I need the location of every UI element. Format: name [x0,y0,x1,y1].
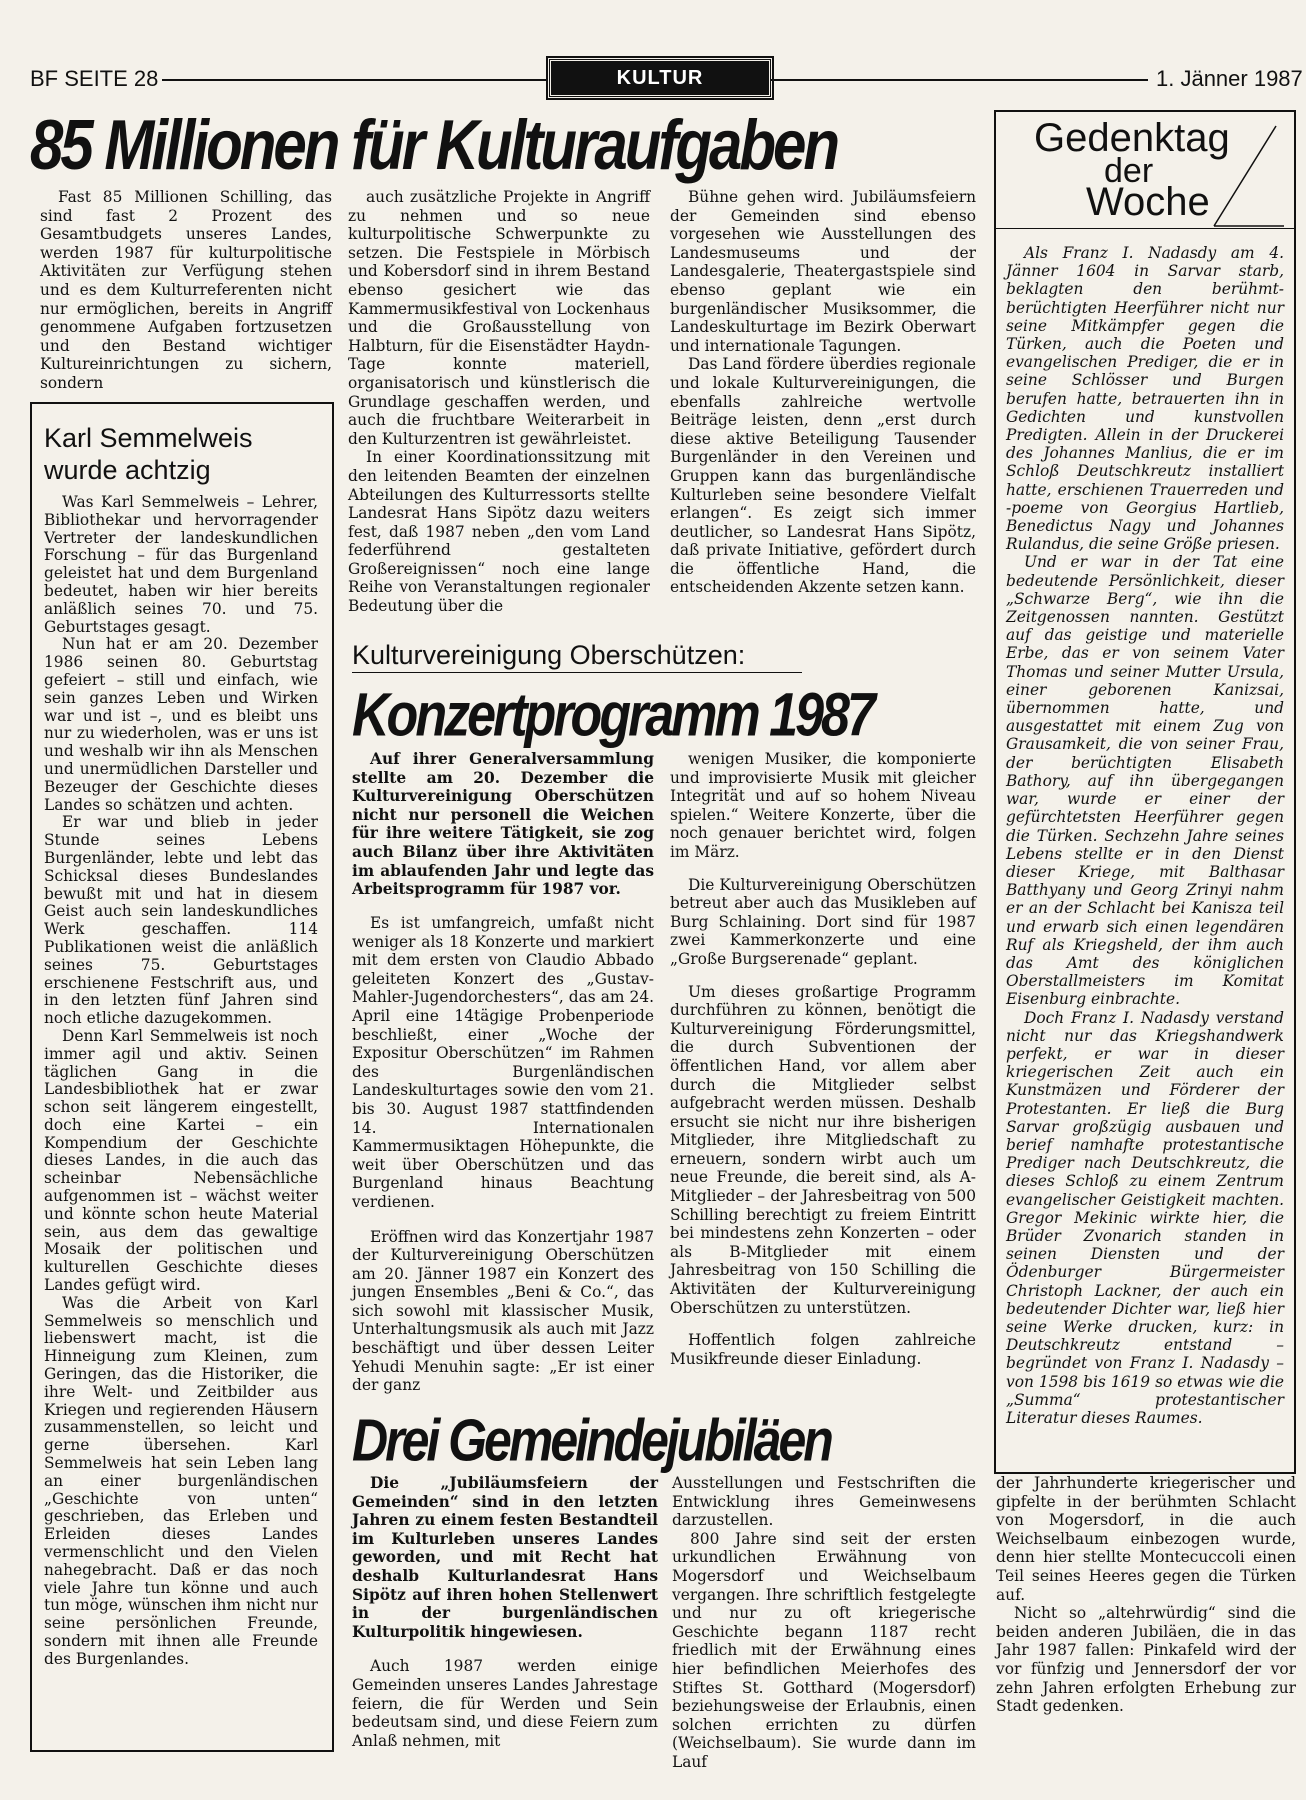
header-rule-right [770,79,1148,81]
konzert-lead: Auf ihrer Generalversammlung stellte am 20. Dezember die Kulturvereinigung Oberschützen nicht nur personell die Weichen für ihre weitere Tätigkeit, sie zog auch Bilanz über ihre Aktivitäten im ablaufenden Jahr und legte das Arbeitsprogramm für 1987 vor. [352,750,654,899]
paragraph: Ausstellungen und Festschriften die Entwicklung ihres Gemeinwesens darzustellen. [672,1474,976,1530]
paragraph: Nicht so „altehrwürdig“ sind die beiden anderen Jubiläen, die in das Jahr 1987 fallen: Pinkafeld wird der vor fünfzig und Jennersdorf der vor zehn Jahren erfolgten Erhebung zur Stadt gedenken. [996,1604,1296,1716]
paragraph: Bühne gehen wird. Jubiläumsfeiern der Gemeinden sind ebenso vorgesehen wie Ausstellungen des Landesmuseums und der Landesgalerie, Theatergastspiele sind ebenso geplant wie ein burgenländischer Musiksommer, die Landeskulturtage im Bezirk Oberwart und internationale Tagungen. [670,188,976,355]
semmelweis-title-line2: wurde achtzig [44,455,211,485]
konzert-kicker: Kulturvereinigung Oberschützen: [352,640,746,670]
paragraph: Und er war in der Tat eine bedeutende Persönlichkeit, dieser „Schwarze Berg“, wie ihn die Zeitgenossen nannten. Gestützt auf das geistige und materielle Erbe, das er von seinem Vater Thomas und seiner Mutter Ursula, einer geborenen Kanizsai, übernommen hatte, und ausgestattet mit einem Zug von Grausamkeit, die von seiner Frau, der berüchtigten Elisabeth Bathory, auf ihn übergegangen war, wurde er einer der gefürchtetsten Heerführer gegen die Türken. Sechzehn Jahre seines Lebens stellte er in den Dienst dieser Kriege, mit Balthasar Batthyany und Georg Zrinyi nahm er an der Schlacht bei Kanisza teil und erwarb sich einen legendären Ruf als Kriegsheld, der ihm auch das Amt des königlichen Oberstallmeisters im Komitat Eisenburg einbrachte. [1006,553,1284,1009]
gedenktag-body [1006,244,1284,1427]
paragraph: Doch Franz I. Nadasdy verstand nicht nur das Kriegshandwerk perfekt, er war in dieser kriegerischen Zeit auch ein Kunstmäzen und Förderer der Protestanten. Er ließ die Burg Sarvar großzügig ausbauen und berief namhafte protestantische Prediger nach Deutschkreutz, die dieses Schloß zu einem Zentrum evangelischer Geistigkeit machten. Gregor Mekinic wirkte hier, die Brüder Zvonarich standen in seinen Diensten und der Ödenburger Bürgermeister Christoph Lackner, der auch ein bedeutender Dichter war, ließ hier seine Werke drucken, kurz: in Deutschkreutz entstand – begründet von Franz I. Nadasdy – von 1598 bis 1619 so etwas wie die „Summa“ protestantischer Literatur dieses Raumes. [1006,1008,1284,1427]
gedenktag-title-line1: Gedenktag [1034,116,1230,160]
gedenktag-title-rule [996,228,1294,229]
gedenktag-title-line2: der [1104,152,1154,190]
page-date: 1. Jänner 1987 [1156,66,1303,91]
page-label: BF SEITE 28 [30,66,159,91]
konzert-col-2 [670,750,976,1368]
gedenktag-title [1034,118,1230,222]
jubilaeen-lead: Die „Jubiläumsfeiern der Gemeinden“ sind in den letzten Jahren zu einem festen Bestandteil im Kulturleben unseres Landes geworden, und mit Recht hat deshalb Kulturlandesrat Hans Sipötz auf ihren hohen Stellenwert in der burgenländischen Kulturpolitik hingewiesen. [352,1474,658,1641]
konzert-kicker-rule [352,672,802,673]
paragraph: Was Karl Semmelweis – Lehrer, Bibliothekar und hervorragender Vertreter der landeskundlichen Forschung – für das Burgenland geleistet hat und dem Burgenland bedeutet, haben wir hier bereits anläßlich seines 70. und 75. Geburtstages gesagt. [44,493,318,636]
jubilaeen-col-1 [352,1474,658,1750]
semmelweis-title [44,422,253,486]
konzert-headline: Konzertprogramm 1987 [352,681,873,750]
main-col-1 [40,188,332,393]
section-label: KULTUR [548,58,772,98]
paragraph: wenigen Musiker, die komponierte und improvisierte Musik mit gleicher Integrität und auf so hohem Niveau spielen.“ Weitere Konzerte, über die noch genauer berichtet wird, folgen im März. [670,750,976,861]
main-col-2 [348,188,650,616]
paragraph: Es ist umfangreich, umfaßt nicht weniger als 18 Konzerte und markiert mit dem ersten von Claudio Abbado geleiteten Konzert des „Gustav-Mahler-Jugendorchesters“, das am 24. April eine 14tägige Probenperiode beschließt, einer „Woche der Expositur Oberschützen“ im Rahmen des Burgenländischen Landeskulturtages sowie den vom 21. bis 30. August 1987 stattfindenden 14. Internationalen Kammermusiktagen Höhepunkte, die weit über Oberschützen und das Burgenland hinaus Beachtung verdienen. [352,914,654,1211]
jubilaeen-col-2 [672,1474,976,1772]
paragraph: Hoffentlich folgen zahlreiche Musikfreunde dieser Einladung. [670,1331,976,1368]
paragraph: In einer Koordinationssitzung mit den leitenden Beamten der einzelnen Abteilungen des Kulturressorts stellte Landesrat Hans Sipötz dazu weiters fest, daß 1987 neben „den vom Land federführend gestalteten Großereignissen“ noch eine lange Reihe von Veranstaltungen regionaler Bedeutung über die [348,448,650,616]
semmelweis-title-line1: Karl Semmelweis [44,423,253,453]
paragraph: Eröffnen wird das Konzertjahr 1987 der Kulturvereinigung Oberschützen am 20. Jänner 1987 ein Konzert des jungen Ensembles „Beni & Co.“, das sich sowohl mit klassischer Musik, Unterhaltungsmusik als auch mit Jazz beschäftigt und über dessen Leiter Yehudi Menuhin sagte: „Er ist einer der ganz [352,1227,654,1395]
paragraph: Das Land fördere überdies regionale und lokale Kulturvereinigungen, die ebenfalls zahlreiche wertvolle Beiträge leisten, denn „erst durch diese aktive Beteiligung Tausender Burgenländer in den Vereinen und Gruppen kann das burgenländische Kulturleben seine besondere Vielfalt erlangen“. Es zeigt sich immer deutlicher, so Landesrat Hans Sipötz, daß private Initiative, gefördert durch die öffentliche Hand, die entscheidenden Akzente setzen kann. [670,355,976,597]
header-rule-left [162,79,546,81]
konzert-col-1-body [352,914,654,1395]
paragraph: Fast 85 Millionen Schilling, das sind fast 2 Prozent des Gesamtbudgets unseres Landes, werden 1987 für kulturpolitische Aktivitäten zur Verfügung stehen und es dem Kulturreferenten nicht nur ermöglichen, bereits in Angriff genommene Aufgaben fortzusetzen und den Bestand wichtiger Kultureinrichtungen zu sichern, sondern [40,188,332,392]
main-headline: 85 Millionen für Kulturaufgaben [30,105,838,185]
paragraph: Auch 1987 werden einige Gemeinden unseres Landes Jahrestage feiern, die für Werden und Sein bedeutsam sind, und diese Feiern zum Anlaß nehmen, mit [352,1657,658,1750]
semmelweis-body [44,494,318,1669]
jubilaeen-col-3 [996,1474,1296,1716]
paragraph: Um dieses großartige Programm durchführen zu können, benötigt die Kulturvereinigung Förderungsmittel, die durch Subventionen der öffentlichen Hand, vor allem aber durch die Mitglieder selbst aufgebracht werden müssen. Deshalb ersucht sie nicht nur ihre bisherigen Mitglieder, ihre Mitgliedschaft zu erneuern, sondern wirbt auch um neue Freunde, die bereit sind, als A-Mitglieder – der Jahresbeitrag von 500 Schilling berechtigt zu freiem Eintritt bei mindestens zehn Konzerten – oder als B-Mitglieder mit einem Jahresbeitrag von 150 Schilling die Aktivitäten der Kulturvereinigung Oberschützen zu unterstützen. [670,982,976,1317]
paragraph: 800 Jahre sind seit der ersten urkundlichen Erwähnung von Mogersdorf und Weichselbaum vergangen. Ihre schriftlich festgelegte und nur zu oft kriegerische Geschichte begann 1187 recht friedlich mit der Erwähnung eines hier befindlichen Meierhofes des Stiftes St. Gotthard (Mogersdorf) beziehungsweise der Erlaubnis, einen solchen errichten zu dürfen (Weichselbaum). Sie wurde dann im Lauf [672,1529,976,1771]
paragraph: Die Kulturvereinigung Oberschützen betreut aber auch das Musikleben auf Burg Schlaining. Dort sind für 1987 zwei Kammerkonzerte und eine „Große Burgserenade“ geplant. [670,875,976,968]
main-col-3 [670,188,976,597]
gedenktag-ornament [1206,122,1286,232]
gedenktag-title-line3: Woche [1086,180,1210,224]
paragraph: Als Franz I. Nadasdy am 4. Jänner 1604 in Sarvar starb, beklagten den berühmt-berüchtigten Heerführer nicht nur seine Mitkämpfer gegen die Türken, auch die Poeten und evangelischen Prediger, die er in seine Schlösser und Burgen berufen hatte, betrauerten ihn in Gedichten und kunstvollen Predigten. Allein in der Druckerei des Johannes Manlius, die er im Schloß Deutschkreutz installiert hatte, erschienen Trauerreden und -poeme von Georgius Hartlieb, Benedictus Nagy und Johannes Rulandus, die seine Größe priesen. [1006,244,1284,554]
paragraph: Nun hat er am 20. Dezember 1986 seinen 80. Geburtstag gefeiert – still und einfach, wie sein ganzes Leben und Wirken war und ist –, und es bleibt uns nur zu wiederholen, was er uns ist und weshalb wir ihn als Menschen und unermüdlichen Darsteller und Bezeuger der Geschichte dieses Landes so schätzen und achten. [44,635,318,814]
paragraph: Was die Arbeit von Karl Semmelweis so menschlich und liebenswert macht, ist die Hinneigung zum Kleinen, zum Geringen, das die Historiker, die ihre Welt- und Zeitbilder aus Kriegen und regierenden Häusern zusammenstellen, so leicht und gerne übersehen. Karl Semmelweis hat sein Leben lang an einer burgenländischen „Geschichte von unten“ geschrieben, das Erleben und Erleiden dieses Landes vermenschlicht und den Vielen nahegebracht. Daß er das noch viele Jahre tun könne und auch tun möge, wünschen ihm nicht nur seine persönlichen Freunde, sondern mit ihnen alle Freunde des Burgenlandes. [44,1293,318,1668]
paragraph: Er war und blieb in jeder Stunde seines Lebens Burgenländer, lebte und lebt das Schicksal dieses Bundeslandes bewußt mit und hat in diesem Geist auch sein landeskundliches Werk geschaffen. 114 Publikationen weist die anläßlich seines 75. Geburtstages erschienene Festschrift aus, und in den letzten fünf Jahren sind noch etliche dazugekommen. [44,813,318,1028]
konzert-col-1 [352,750,654,899]
paragraph: der Jahrhunderte kriegerischer und gipfelte in der berühmten Schlacht von Mogersdorf, in die auch Weichselbaum einbezogen wurde, denn hier stellte Montecuccoli einen Teil seines Heeres gegen die Türken auf. [996,1474,1296,1604]
paragraph: auch zusätzliche Projekte in Angriff zu nehmen und so neue kulturpolitische Schwerpunkte zu setzen. Die Festspiele in Mörbisch und Kobersdorf sind in ihrem Bestand ebenso gesichert wie das Kammermusikfestival von Lockenhaus und die Großausstellung von Halbturn, für die Eisenstädter Haydn-Tage konnte materiell, organisatorisch und künstlerisch die Grundlage geschaffen werden, und auch die fruchtbare Weiterarbeit in den Kulturzentren ist gewährleistet. [348,188,650,448]
paragraph: Denn Karl Semmelweis ist noch immer agil und aktiv. Seinen täglichen Gang in die Landesbibliothek hat er zwar schon seit längerem eingestellt, doch eine Kartei – ein Kompendium der Geschichte dieses Landes, in die auch das scheinbar Nebensächliche aufgenommen ist – wächst weiter und könnte schon heute Material sein, aus dem das gewaltige Mosaik der politischen und kulturellen Geschichte dieses Landes gefügt wird. [44,1026,318,1295]
jubilaeen-headline: Drei Gemeindejubiläen [352,1407,831,1474]
semmelweis-box [30,402,334,1752]
gedenktag-box [994,110,1296,1474]
